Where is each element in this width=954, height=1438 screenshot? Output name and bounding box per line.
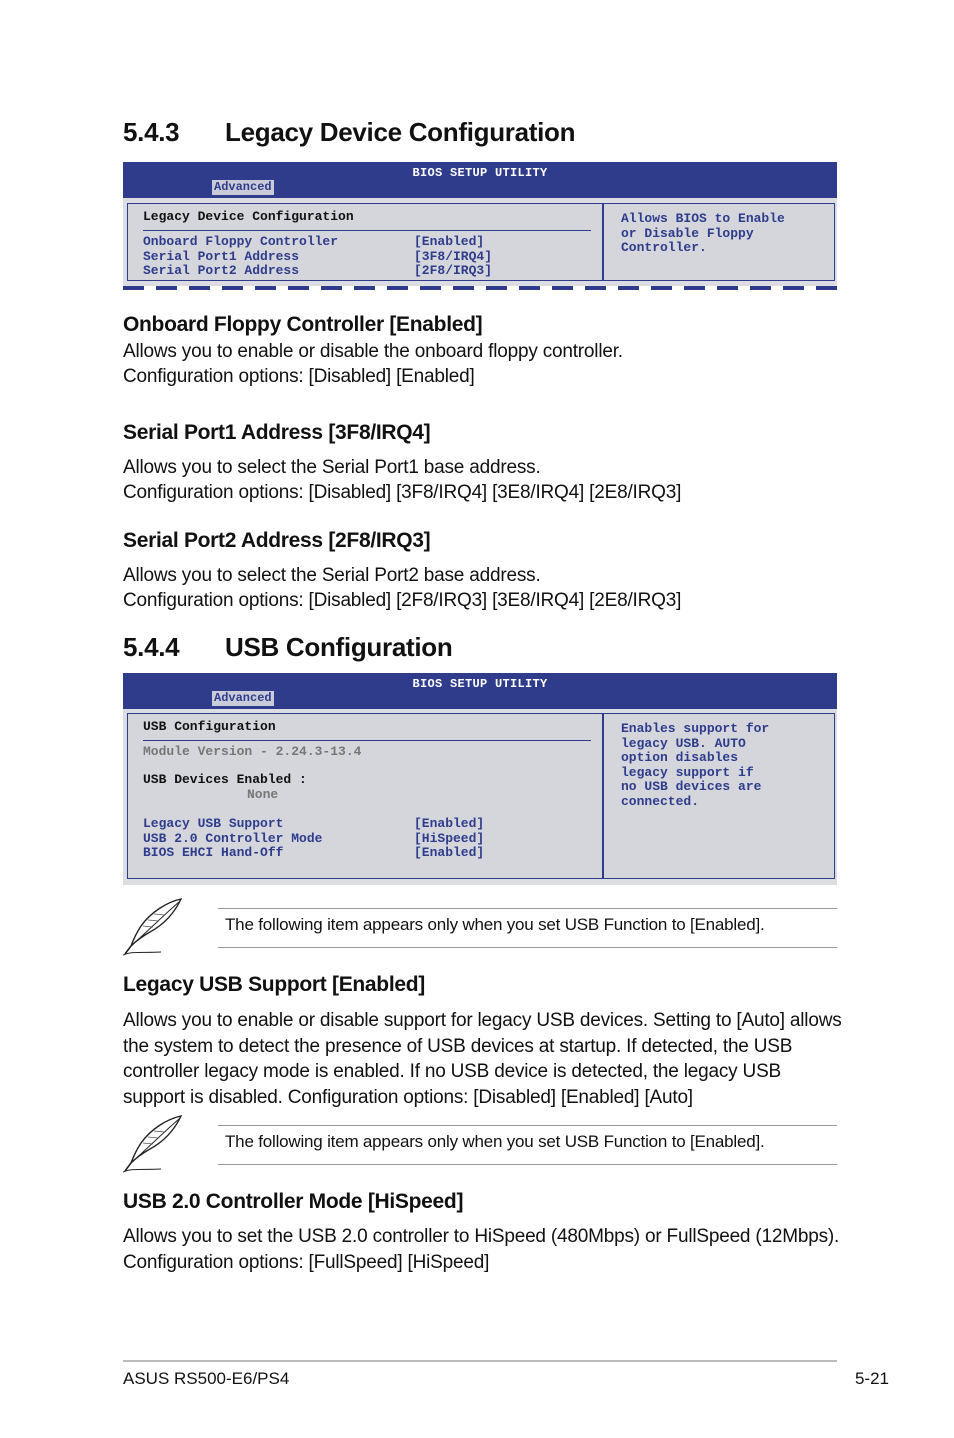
note-rule-top xyxy=(218,908,837,909)
footer-rule xyxy=(123,1360,837,1362)
bios-row-value-legacy-usb[interactable]: [Enabled] xyxy=(414,816,485,831)
bios-help-line: legacy support if xyxy=(621,764,754,780)
section-number: 5.4.3 xyxy=(123,117,180,147)
serial1-desc: Allows you to select the Serial Port1 base address. xyxy=(123,457,541,478)
serial1-options: Configuration options: [Disabled] [3F8/IRQ4] [3E8/IRQ4] [2E8/IRQ3] xyxy=(123,482,682,503)
bios-help-line: Controller. xyxy=(621,240,707,256)
serial1-title: Serial Port1 Address [3F8/IRQ4] xyxy=(123,421,431,444)
bios-usb-devices-value: None xyxy=(247,786,279,802)
bios-help-line: or Disable Floppy xyxy=(621,225,754,241)
serial2-desc: Allows you to select the Serial Port2 base address. xyxy=(123,565,541,586)
bios-help-line: Enables support for xyxy=(621,721,770,736)
floppy-title: Onboard Floppy Controller [Enabled] xyxy=(123,313,483,336)
floppy-options: Configuration options: [Disabled] [Enabled] xyxy=(123,366,475,387)
bios-panel-title: USB Configuration xyxy=(143,719,276,734)
section-title-543 xyxy=(123,117,575,148)
bios-body xyxy=(123,198,837,286)
bios-help-line: option disables xyxy=(621,750,739,766)
bios-help-line: no USB devices are xyxy=(621,779,762,795)
bios-main-panel xyxy=(127,713,603,879)
bios-row-label-legacy-usb[interactable]: Legacy USB Support xyxy=(143,816,284,831)
section-name: USB Configuration xyxy=(225,632,453,662)
bios-panel-title: Legacy Device Configuration xyxy=(143,209,354,224)
usb20-body: Allows you to set the USB 2.0 controller to HiSpeed (480Mbps) or FullSpeed (12Mbps). Configuration options: [FullSpeed] [HiSpeed] xyxy=(123,1226,840,1273)
bios-tab-advanced[interactable]: Advanced xyxy=(214,180,272,194)
footer-page-number: 5-21 xyxy=(854,1369,889,1388)
bios-row-label-usb20-mode[interactable]: USB 2.0 Controller Mode xyxy=(143,830,323,846)
bios-row-label-serial1[interactable]: Serial Port1 Address xyxy=(143,248,300,264)
bios-panel-rule xyxy=(143,230,591,231)
bios-header-bar xyxy=(123,162,837,198)
bios-panel-rule xyxy=(143,740,591,741)
bios-help-panel xyxy=(603,203,835,281)
bios-header-bar xyxy=(123,673,837,709)
serial2-title: Serial Port2 Address [2F8/IRQ3] xyxy=(123,529,431,552)
note-rule-bottom xyxy=(218,947,837,948)
bios-row-label-floppy[interactable]: Onboard Floppy Controller xyxy=(143,234,339,249)
bios-header-title: BIOS SETUP UTILITY xyxy=(412,166,548,180)
bios-help-line: Allows BIOS to Enable xyxy=(621,211,785,226)
bios-tab-advanced[interactable]: Advanced xyxy=(214,691,272,705)
bios-header-title: BIOS SETUP UTILITY xyxy=(412,677,548,691)
bios-dashed-border xyxy=(123,286,837,290)
bios-row-value-ehci[interactable]: [Enabled] xyxy=(414,845,485,861)
legacy-usb-title: Legacy USB Support [Enabled] xyxy=(123,973,425,996)
note-rule-top xyxy=(218,1125,837,1126)
quill-pen-icon xyxy=(123,1113,187,1175)
footer-product: ASUS RS500-E6/PS4 xyxy=(123,1369,290,1388)
note-rule-bottom xyxy=(218,1164,837,1165)
bios-row-value-serial2[interactable]: [2F8/IRQ3] xyxy=(414,263,493,279)
bios-help-panel xyxy=(603,713,835,879)
bios-row-label-serial2[interactable]: Serial Port2 Address xyxy=(143,263,300,279)
usb20-title: USB 2.0 Controller Mode [HiSpeed] xyxy=(123,1190,464,1213)
bios-row-value-floppy[interactable]: [Enabled] xyxy=(414,234,485,249)
bios-screenshot-legacy xyxy=(123,162,837,292)
floppy-desc: Allows you to enable or disable the onboard floppy controller. xyxy=(123,341,623,362)
bios-row-label-ehci[interactable]: BIOS EHCI Hand-Off xyxy=(143,845,284,861)
note-text: The following item appears only when you set USB Function to [Enabled]. xyxy=(225,915,765,934)
section-title-544 xyxy=(123,632,452,663)
serial2-options: Configuration options: [Disabled] [2F8/IRQ3] [3E8/IRQ4] [2E8/IRQ3] xyxy=(123,590,682,611)
bios-main-panel xyxy=(127,203,603,281)
section-name: Legacy Device Configuration xyxy=(225,117,576,147)
note-box xyxy=(123,900,837,956)
bios-row-value-usb20-mode[interactable]: [HiSpeed] xyxy=(414,830,485,846)
bios-help-line: connected. xyxy=(621,794,700,809)
note-box xyxy=(123,1117,837,1173)
bios-screenshot-usb xyxy=(123,673,837,885)
note-text: The following item appears only when you set USB Function to [Enabled]. xyxy=(225,1132,765,1151)
section-number: 5.4.4 xyxy=(123,632,180,662)
bios-help-line: legacy USB. AUTO xyxy=(621,735,746,751)
bios-usb-devices-label: USB Devices Enabled : xyxy=(143,772,307,787)
bios-row-value-serial1[interactable]: [3F8/IRQ4] xyxy=(414,248,493,264)
legacy-usb-body: Allows you to enable or disable support for legacy USB devices. Setting to [Auto] allows the system to detect the presence of USB devices at startup. If detected, the USB controller legacy mode is enabled. If no USB device is detected, the legacy USB support is disabled. Configuration options: [Disabled] [Enabled] [Auto] xyxy=(123,1010,842,1108)
bios-body xyxy=(123,709,837,885)
quill-pen-icon xyxy=(123,896,187,958)
bios-module-version: Module Version - 2.24.3-13.4 xyxy=(143,744,362,759)
